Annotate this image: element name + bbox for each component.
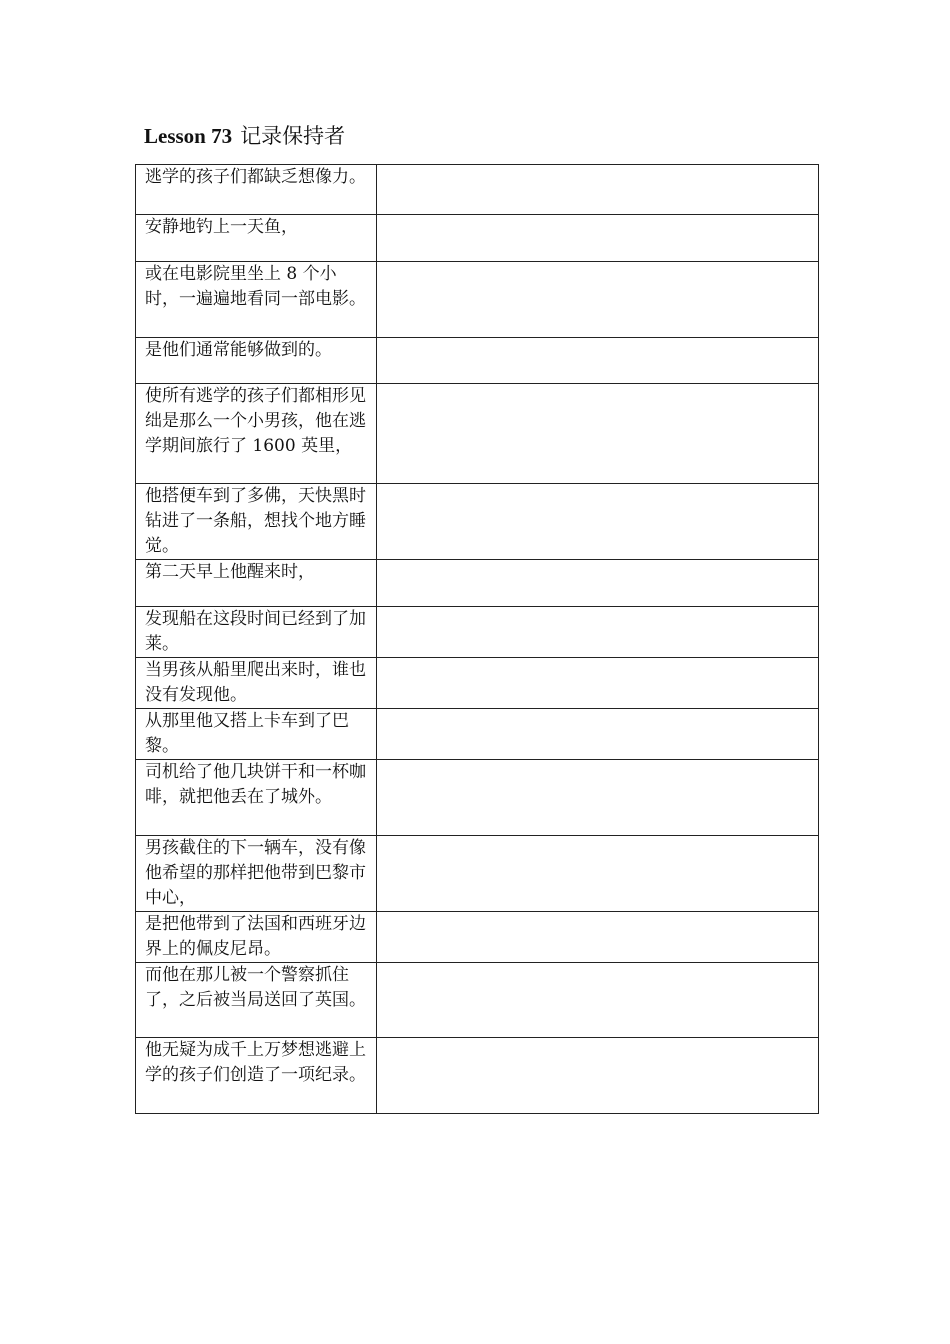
answer-cell[interactable]	[377, 963, 819, 1038]
table-row	[136, 709, 819, 760]
chinese-sentence-cell: 他无疑为成千上万梦想逃避上学的孩子们创造了一项纪录。	[136, 1038, 377, 1114]
table-row	[136, 165, 819, 215]
chinese-sentence-cell: 当男孩从船里爬出来时，谁也没有发现他。	[136, 658, 377, 709]
table-row	[136, 912, 819, 963]
table-row	[136, 836, 819, 912]
chinese-sentence-cell: 他搭便车到了多佛，天快黑时钻进了一条船，想找个地方睡觉。	[136, 484, 377, 560]
chinese-sentence-cell: 是他们通常能够做到的。	[136, 338, 377, 384]
table-row	[136, 338, 819, 384]
table-row	[136, 484, 819, 560]
answer-cell[interactable]	[377, 836, 819, 912]
table-row	[136, 560, 819, 607]
table-row	[136, 1038, 819, 1114]
answer-cell[interactable]	[377, 165, 819, 215]
answer-cell[interactable]	[377, 338, 819, 384]
chinese-sentence-cell: 发现船在这段时间已经到了加莱。	[136, 607, 377, 658]
table-row	[136, 262, 819, 338]
chinese-sentence-cell: 从那里他又搭上卡车到了巴黎。	[136, 709, 377, 760]
answer-cell[interactable]	[377, 912, 819, 963]
table-row	[136, 607, 819, 658]
answer-cell[interactable]	[377, 560, 819, 607]
table-row	[136, 384, 819, 484]
chinese-sentence-cell: 而他在那儿被一个警察抓住了，之后被当局送回了英国。	[136, 963, 377, 1038]
answer-cell[interactable]	[377, 607, 819, 658]
table-row	[136, 760, 819, 836]
answer-cell[interactable]	[377, 1038, 819, 1114]
lesson-number: Lesson 73	[144, 124, 233, 148]
chinese-sentence-cell: 安静地钓上一天鱼，	[136, 215, 377, 262]
answer-cell[interactable]	[377, 262, 819, 338]
chinese-sentence-cell: 第二天早上他醒来时，	[136, 560, 377, 607]
table-row	[136, 963, 819, 1038]
answer-cell[interactable]	[377, 384, 819, 484]
table-row	[136, 658, 819, 709]
chinese-sentence-cell: 是把他带到了法国和西班牙边界上的佩皮尼昂。	[136, 912, 377, 963]
chinese-sentence-cell: 司机给了他几块饼干和一杯咖啡，就把他丢在了城外。	[136, 760, 377, 836]
answer-cell[interactable]	[377, 709, 819, 760]
translation-table	[135, 164, 819, 1114]
chinese-sentence-cell: 男孩截住的下一辆车，没有像他希望的那样把他带到巴黎市中心，	[136, 836, 377, 912]
chinese-sentence-cell: 或在电影院里坐上 8 个小时，一遍遍地看同一部电影。	[136, 262, 377, 338]
chinese-sentence-cell: 逃学的孩子们都缺乏想像力。	[136, 165, 377, 215]
page-title	[144, 122, 345, 150]
table-row	[136, 215, 819, 262]
answer-cell[interactable]	[377, 658, 819, 709]
lesson-title: 记录保持者	[240, 124, 346, 148]
answer-cell[interactable]	[377, 215, 819, 262]
answer-cell[interactable]	[377, 484, 819, 560]
chinese-sentence-cell: 使所有逃学的孩子们都相形见绌是那么一个小男孩，他在逃学期间旅行了 1600 英里，	[136, 384, 377, 484]
answer-cell[interactable]	[377, 760, 819, 836]
